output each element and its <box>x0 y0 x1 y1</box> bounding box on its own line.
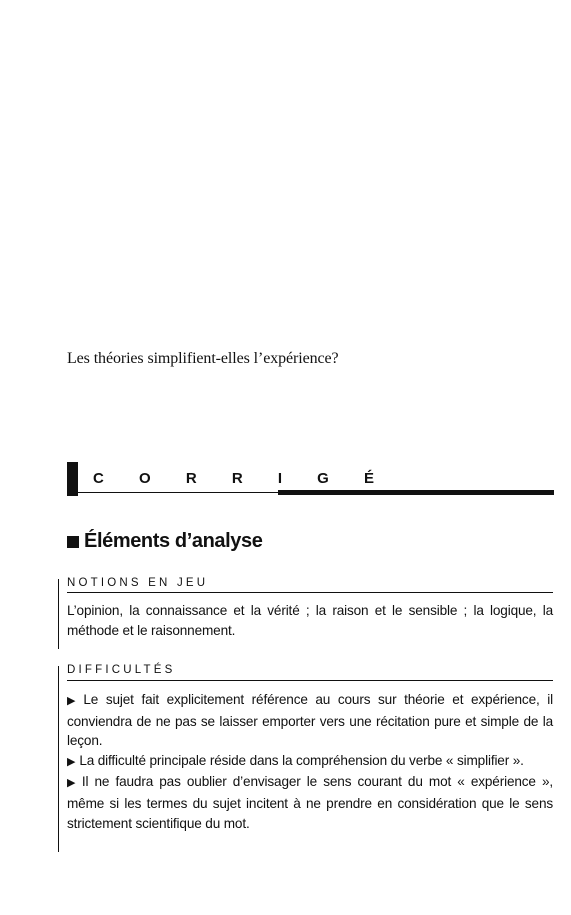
difficulty-item <box>67 772 553 833</box>
section-title <box>67 530 262 553</box>
difficultes-heading: DIFFICULTÉS <box>67 664 176 676</box>
triangle-arrow-icon: ▶ <box>67 755 76 768</box>
corrige-bar <box>67 462 78 496</box>
triangle-arrow-icon: ▶ <box>67 777 78 790</box>
corrige-thin-rule <box>78 492 278 493</box>
corrige-header <box>67 462 554 498</box>
difficulty-text: La difficulté principale réside dans la compréhension du verbe « simplifier ». <box>79 752 524 768</box>
notions-heading: NOTIONS EN JEU <box>67 577 209 589</box>
section-title-text: Éléments d’analyse <box>84 530 263 552</box>
question-title: Les théories simplifient-elles l’expérience? <box>67 350 339 367</box>
difficulty-text: Il ne faudra pas oublier d’envisager le sens courant du mot « expérience », même si les termes du sujet incitent à ne prendre en considération que le sens strictement scientifique du mot. <box>67 774 554 831</box>
notions-left-rule <box>58 579 59 649</box>
notions-heading-rule <box>67 592 553 593</box>
difficultes-heading-rule <box>67 680 553 681</box>
difficulty-text: Le sujet fait explicitement référence au cours sur théorie et expérience, il conviendra de ne pas se laisser emporter vers une récitation pure et simple de la leçon. <box>67 692 553 749</box>
difficultes-list <box>67 690 553 833</box>
difficulty-item <box>67 751 553 773</box>
notions-text: L’opinion, la connaissance et la vérité ; la raison et le sensible ; la logique, la méthode et le raisonnement. <box>67 603 553 638</box>
triangle-arrow-icon: ▶ <box>67 695 80 707</box>
corrige-thick-rule <box>278 490 554 495</box>
square-bullet-icon <box>67 536 79 548</box>
difficulty-item <box>67 690 553 751</box>
corrige-label: C O R R I G É <box>93 470 390 487</box>
difficultes-left-rule <box>58 666 59 852</box>
